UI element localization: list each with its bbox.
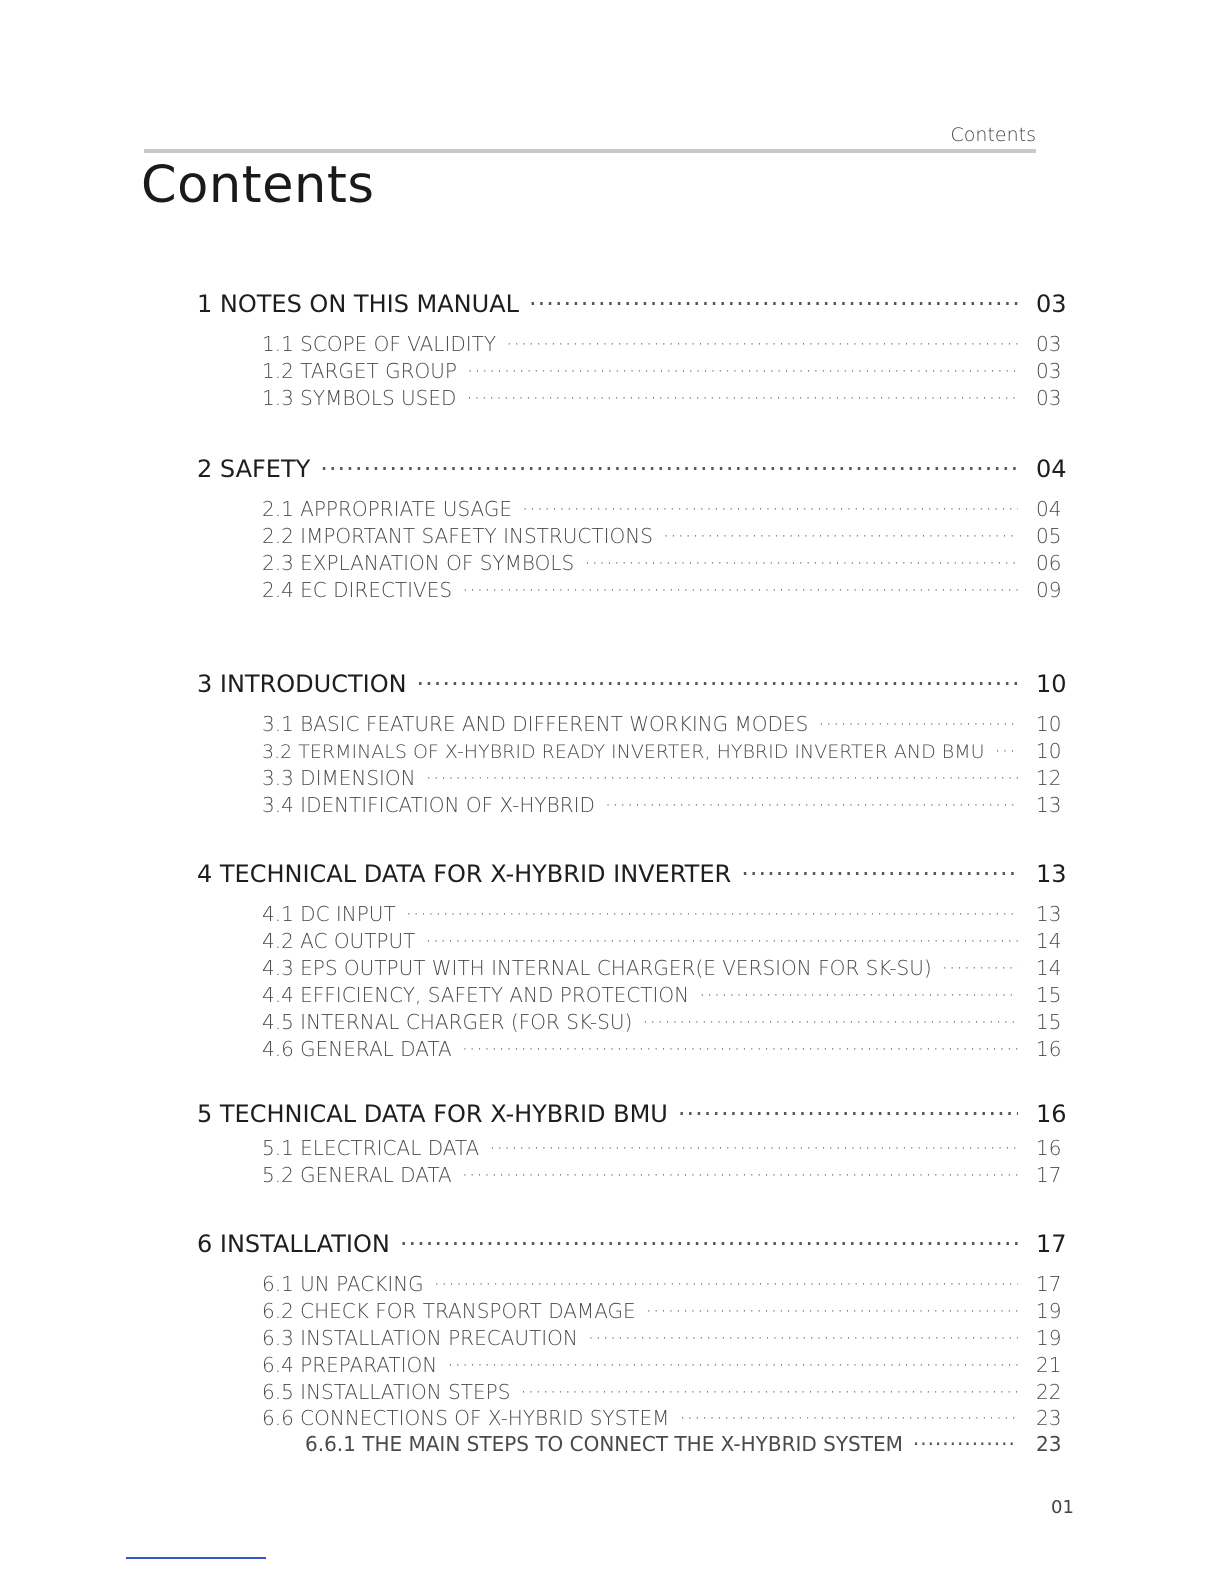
toc-item-6-3[interactable] [262,1326,1068,1353]
toc-item-6-6-1[interactable] [305,1432,1068,1459]
dot-leader [942,956,1018,980]
dot-leader [913,1432,1018,1456]
toc-item-title: 1.2 TARGET GROUP [262,359,457,383]
toc-item-6-5[interactable] [262,1380,1068,1407]
toc-item-title: 6.3 INSTALLATION PRECAUTION [262,1326,578,1350]
dot-leader [462,1163,1018,1187]
toc-item-title: 6.6.1 THE MAIN STEPS TO CONNECT THE X-HYBRID SYSTEM [305,1432,903,1456]
running-head: Contents [950,124,1036,146]
toc-page: 03 [1036,359,1062,383]
toc-item-title: 5.2 GENERAL DATA [262,1163,452,1187]
toc-chapter-title: 2 SAFETY [197,455,311,483]
toc-page: 10 [1036,739,1062,763]
toc-page: 15 [1036,983,1062,1007]
toc-item-title: 3.4 IDENTIFICATION OF X-HYBRID [262,793,595,817]
dot-leader [741,860,1018,888]
toc-item-2-2[interactable] [262,524,1068,551]
toc-item-5-1[interactable] [262,1136,1068,1163]
dot-leader [605,793,1018,817]
toc-item-4-6[interactable] [262,1037,1068,1064]
toc-page: 14 [1036,929,1062,953]
toc-item-title: 5.1 ELECTRICAL DATA [262,1136,480,1160]
toc-page: 17 [1036,1230,1067,1258]
dot-leader [417,670,1018,698]
toc-item-title: 4.6 GENERAL DATA [262,1037,452,1061]
toc-item-6-6[interactable] [262,1406,1068,1433]
toc-item-title: 6.2 CHECK FOR TRANSPORT DAMAGE [262,1299,636,1323]
toc-page: 21 [1036,1353,1062,1377]
toc-page: 03 [1036,332,1062,356]
dot-leader [400,1230,1018,1258]
dot-leader [320,455,1018,483]
toc-page: 10 [1036,712,1062,736]
dot-leader [584,551,1018,575]
toc-page: 10 [1036,670,1067,698]
toc-chapter-title: 1 NOTES ON THIS MANUAL [197,290,519,318]
toc-item-4-5[interactable] [262,1010,1068,1037]
toc-chapter-title: 4 TECHNICAL DATA FOR X-HYBRID INVERTER [197,860,732,888]
dot-leader [663,524,1018,548]
toc-item-1-3[interactable] [262,386,1068,413]
toc-page: 17 [1036,1272,1062,1296]
toc-page: 06 [1036,551,1062,575]
toc-item-5-2[interactable] [262,1163,1068,1190]
toc-page: 03 [1036,290,1067,318]
toc-item-title: 2.4 EC DIRECTIVES [262,578,453,602]
toc-page: 22 [1036,1380,1062,1404]
toc-page: 04 [1036,497,1062,521]
toc-item-title: 4.5 INTERNAL CHARGER (FOR SK-SU) [262,1010,633,1034]
toc-item-3-3[interactable] [262,766,1068,793]
toc-item-title: 4.4 EFFICIENCY, SAFETY AND PROTECTION [262,983,690,1007]
toc-item-title: 4.1 DC INPUT [262,902,396,926]
toc-page: 05 [1036,524,1062,548]
toc-item-6-4[interactable] [262,1353,1068,1380]
page-number: 01 [1051,1497,1074,1518]
dot-leader [646,1299,1018,1323]
toc-item-2-4[interactable] [262,578,1068,605]
dot-leader [642,1010,1018,1034]
toc-item-6-2[interactable] [262,1299,1068,1326]
dot-leader [462,1037,1018,1061]
toc-page: 16 [1036,1136,1062,1160]
toc-item-title: 2.3 EXPLANATION OF SYMBOLS [262,551,575,575]
dot-leader [818,712,1018,736]
dot-leader [506,332,1018,356]
toc-item-title: 4.2 AC OUTPUT [262,929,416,953]
toc-page: 23 [1036,1406,1062,1430]
toc-page: 13 [1036,902,1062,926]
toc-item-3-1[interactable] [262,712,1068,739]
toc-item-4-4[interactable] [262,983,1068,1010]
toc-chapter-4[interactable] [197,860,1068,892]
dot-leader [679,1406,1018,1430]
dot-leader [426,766,1018,790]
toc-item-1-2[interactable] [262,359,1068,386]
toc-item-4-3[interactable] [262,956,1068,983]
toc-item-title: 1.1 SCOPE OF VALIDITY [262,332,497,356]
toc-chapter-2[interactable] [197,455,1068,487]
page-title: Contents [141,156,375,215]
dot-leader [467,359,1018,383]
toc-page: 03 [1036,386,1062,410]
toc-item-2-1[interactable] [262,497,1068,524]
dot-leader [588,1326,1018,1350]
toc-page: 15 [1036,1010,1062,1034]
toc-item-title: 3.2 TERMINALS OF X-HYBRID READY INVERTER, HYBRID INVERTER AND BMU [262,741,985,763]
toc-chapter-6[interactable] [197,1230,1068,1262]
bottom-link-underline [126,1557,266,1559]
toc-item-title: 6.5 INSTALLATION STEPS [262,1380,511,1404]
toc-page: 04 [1036,455,1067,483]
toc-item-title: 3.3 DIMENSION [262,766,416,790]
toc-item-6-1[interactable] [262,1272,1068,1299]
toc-item-title: 6.4 PREPARATION [262,1353,438,1377]
toc-page: 13 [1036,860,1067,888]
toc-page: 23 [1036,1432,1062,1456]
toc-page: 17 [1036,1163,1062,1187]
toc-item-3-4[interactable] [262,793,1068,820]
toc-item-title: 6.1 UN PACKING [262,1272,424,1296]
dot-leader [529,290,1018,318]
toc-page: 09 [1036,578,1062,602]
dot-leader [489,1136,1018,1160]
toc-item-title: 1.3 SYMBOLS USED [262,386,457,410]
toc-item-4-1[interactable] [262,902,1068,929]
toc-chapter-title: 5 TECHNICAL DATA FOR X-HYBRID BMU [197,1100,668,1128]
toc-page: 16 [1036,1037,1062,1061]
toc-item-title: 2.1 APPROPRIATE USAGE [262,497,512,521]
toc-item-title: 2.2 IMPORTANT SAFETY INSTRUCTIONS [262,524,653,548]
toc-page: 16 [1036,1100,1067,1128]
toc-item-4-2[interactable] [262,929,1068,956]
dot-leader [462,578,1018,602]
dot-leader [425,929,1018,953]
toc-chapter-1[interactable] [197,290,1068,322]
toc-page: 19 [1036,1326,1062,1350]
toc-page: 14 [1036,956,1062,980]
toc-chapter-title: 6 INSTALLATION [197,1230,390,1258]
toc-chapter-5[interactable] [197,1100,1068,1132]
toc-item-3-2[interactable] [262,739,1068,766]
toc-page: 12 [1036,766,1062,790]
dot-leader [678,1100,1018,1128]
dot-leader [995,739,1018,763]
toc-page: 19 [1036,1299,1062,1323]
dot-leader [406,902,1018,926]
toc-item-2-3[interactable] [262,551,1068,578]
toc-item-title: 6.6 CONNECTIONS OF X-HYBRID SYSTEM [262,1406,670,1430]
dot-leader [466,386,1018,410]
dot-leader [522,497,1018,521]
toc-chapter-title: 3 INTRODUCTION [197,670,407,698]
dot-leader [447,1353,1018,1377]
toc-page: 13 [1036,793,1062,817]
dot-leader [434,1272,1018,1296]
dot-leader [520,1380,1018,1404]
dot-leader [699,983,1018,1007]
header-rule [144,149,1036,153]
toc-chapter-3[interactable] [197,670,1068,702]
toc-item-1-1[interactable] [262,332,1068,359]
toc-item-title: 4.3 EPS OUTPUT WITH INTERNAL CHARGER(E VERSION FOR SK-SU) [262,956,932,980]
toc-item-title: 3.1 BASIC FEATURE AND DIFFERENT WORKING MODES [262,712,809,736]
